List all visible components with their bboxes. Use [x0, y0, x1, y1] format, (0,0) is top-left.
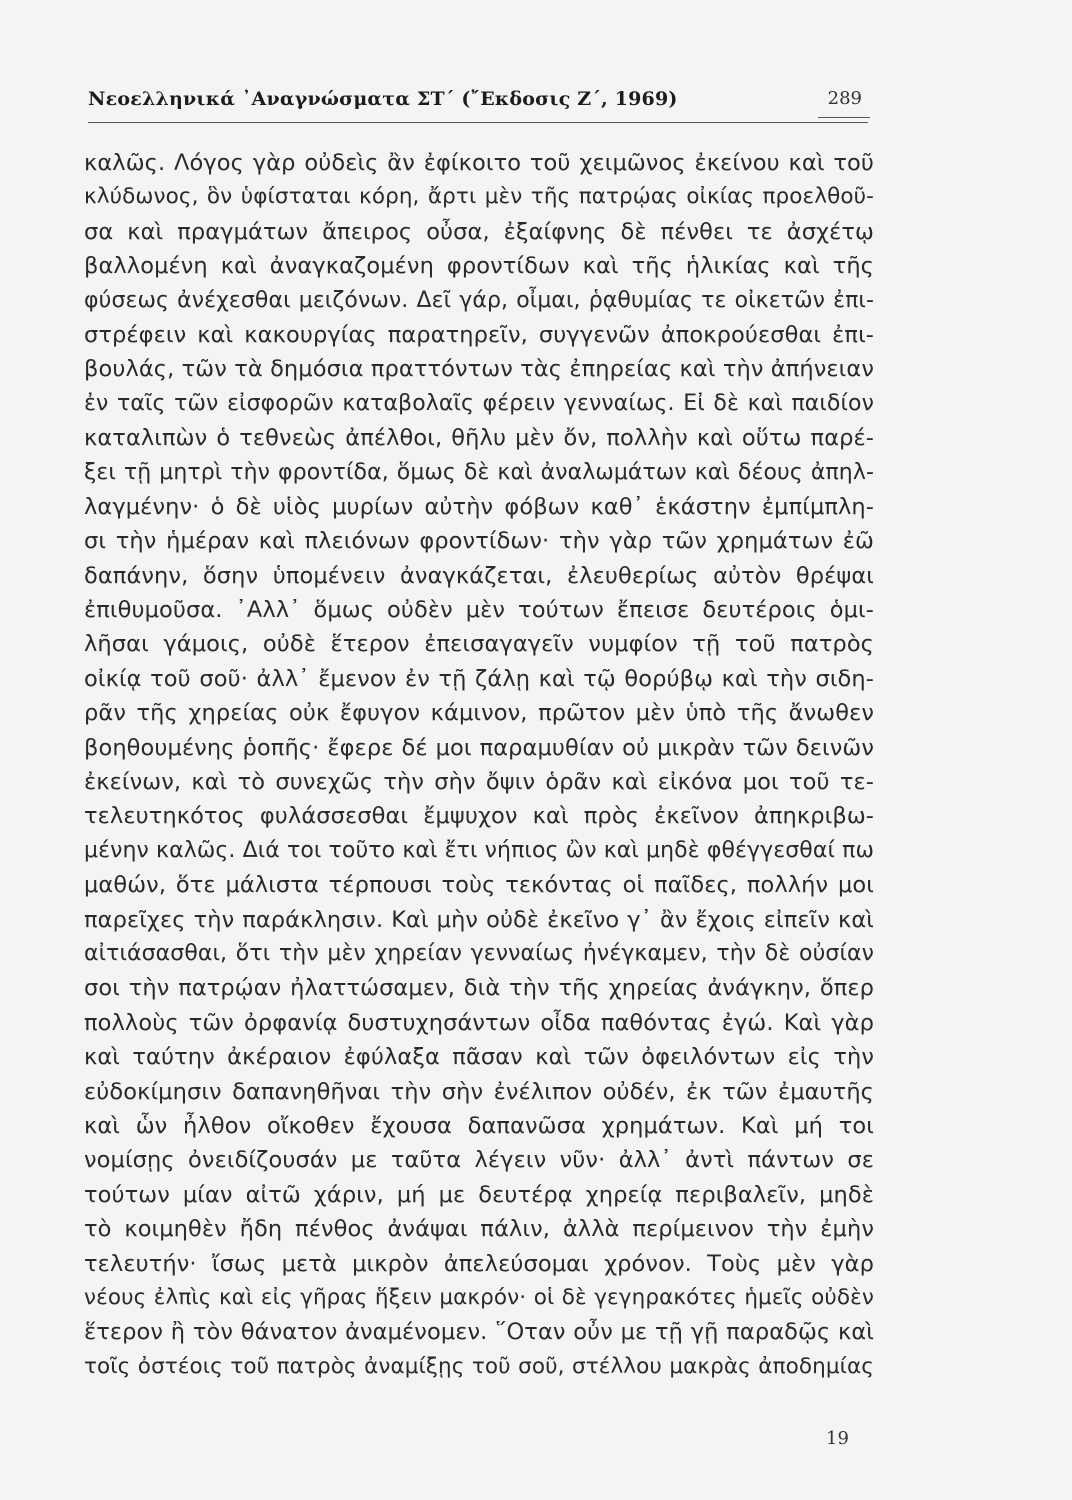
text-line: πολλοὺς τῶν ὀρφανίᾳ δυστυχησάντων οἶδα παθόντας ἐγώ. Καὶ γὰρ	[84, 1009, 874, 1036]
text-line: εὐδοκίμησιν δαπανηθῆναι τὴν σὴν ἐνέλιπον οὐδέν, ἐκ τῶν ἐμαυτῆς	[84, 1078, 874, 1105]
text-line: ἐν ταῖς τῶν εἰσφορῶν καταβολαῖς φέρειν γενναίως. Εἰ δὲ καὶ παιδίον	[84, 390, 874, 416]
text-line: βουλάς, τῶν τὰ δημόσια πραττόντων τὰς ἐπηρείας καὶ τὴν ἀπήνειαν	[84, 356, 874, 383]
text-line: σοι τὴν πατρῴαν ἠλαττώσαμεν, διὰ τὴν τῆς χηρείας ἀνάγκην, ὅπερ	[84, 975, 874, 1002]
body-text	[84, 146, 874, 1384]
text-line: τὸ κοιμηθὲν ἤδη πένθος ἀνάψαι πάλιν, ἀλλὰ περίμεινον τὴν ἐμὴν	[84, 1216, 874, 1243]
page-number-underline	[818, 117, 870, 118]
page-number: 289	[827, 88, 862, 109]
header-rule	[88, 122, 868, 123]
text-line: αἰτιάσασθαι, ὅτι τὴν μὲν χηρείαν γενναίως ἠνέγκαμεν, τὴν δὲ οὐσίαν	[84, 940, 874, 966]
text-line: βοηθουμένης ῥοπῆς· ἔφερε δέ μοι παραμυθίαν οὐ μικρὰν τῶν δεινῶν	[84, 734, 874, 761]
text-line: καὶ ταύτην ἀκέραιον ἐφύλαξα πᾶσαν καὶ τῶν ὀφειλόντων εἰς τὴν	[84, 1044, 874, 1071]
text-line: νομίσῃς ὀνειδίζουσάν με ταῦτα λέγειν νῦν· ἀλλ᾿ ἀντὶ πάντων σε	[84, 1147, 874, 1174]
signature-mark: 19	[826, 1428, 849, 1449]
text-line: καλῶς. Λόγος γὰρ οὐδεὶς ἂν ἐφίκοιτο τοῦ χειμῶνος ἐκείνου καὶ τοῦ	[84, 150, 874, 176]
text-line: λαγμένην· ὁ δὲ υἱὸς μυρίων αὐτὴν φόβων καθ᾿ ἑκάστην ἐμπίμπλη-	[84, 493, 874, 520]
text-line: μένην καλῶς. Διά τοι τοῦτο καὶ ἔτι νήπιος ὢν καὶ μηδὲ φθέγγεσθαί πω	[84, 837, 874, 863]
text-line: ἐκείνων, καὶ τὸ συνεχῶς τὴν σὴν ὄψιν ὁρᾶν καὶ εἰκόνα μοι τοῦ τε-	[84, 769, 874, 796]
text-line: σι τὴν ἡμέραν καὶ πλειόνων φροντίδων· τὴν γὰρ τῶν χρημάτων ἐῶ	[84, 528, 874, 555]
text-line: βαλλομένη καὶ ἀναγκαζομένη φροντίδων καὶ τῆς ἡλικίας καὶ τῆς	[84, 253, 874, 280]
text-line: ρᾶν τῆς χηρείας οὐκ ἔφυγον κάμινον, πρῶτον μὲν ὑπὸ τῆς ἄνωθεν	[84, 700, 874, 727]
text-line: τελευτηκότος φυλάσσεσθαι ἔμψυχον καὶ πρὸς ἐκεῖνον ἀπηκριβω-	[84, 803, 874, 830]
text-line: τοῖς ὀστέοις τοῦ πατρὸς ἀναμίξῃς τοῦ σοῦ, στέλλου μακρὰς ἀποδημίας	[84, 1353, 874, 1379]
text-line: οἰκίᾳ τοῦ σοῦ· ἀλλ᾿ ἔμενον ἐν τῇ ζάλῃ καὶ τῷ θορύβῳ καὶ τὴν σιδη-	[84, 665, 874, 692]
text-line: δαπάνην, ὅσην ὑπομένειν ἀναγκάζεται, ἐλευθερίως αὐτὸν θρέψαι	[84, 562, 874, 589]
text-line: τούτων μίαν αἰτῶ χάριν, μή με δευτέρᾳ χηρείᾳ περιβαλεῖν, μηδὲ	[84, 1181, 874, 1208]
text-line: ξει τῇ μητρὶ τὴν φροντίδα, ὅμως δὲ καὶ ἀναλωμάτων καὶ δέους ἀπηλ-	[84, 459, 874, 485]
text-line: παρεῖχες τὴν παράκλησιν. Καὶ μὴν οὐδὲ ἐκεῖνο γ᾿ ἂν ἔχοις εἰπεῖν καὶ	[84, 906, 874, 933]
text-line: καὶ ὧν ἦλθον οἴκοθεν ἔχουσα δαπανῶσα χρημάτων. Καὶ μή τοι	[84, 1112, 874, 1139]
header-title: Νεοελληνικά ᾿Αναγνώσματα ΣΤ΄ (῎Εκδοσις Ζ΄, 1969)	[88, 88, 678, 110]
text-line: στρέφειν καὶ κακουργίας παρατηρεῖν, συγγενῶν ἀποκρούεσθαι ἐπι-	[84, 321, 874, 348]
running-header	[88, 88, 870, 124]
text-line: ἐπιθυμοῦσα. ᾿Αλλ᾿ ὅμως οὐδὲν μὲν τούτων ἔπεισε δευτέροις ὁμι-	[84, 597, 874, 624]
text-line: ἕτερον ἢ τὸν θάνατον ἀναμένομεν. ῞Οταν οὖν με τῇ γῇ παραδῷς καὶ	[84, 1319, 874, 1346]
text-line: τελευτήν· ἴσως μετὰ μικρὸν ἀπελεύσομαι χρόνον. Τοὺς μὲν γὰρ	[84, 1250, 874, 1277]
text-line: κλύδωνος, ὃν ὑφίσταται κόρη, ἄρτι μὲν τῆς πατρῴας οἰκίας προελθοῦ-	[84, 184, 874, 210]
text-line: νέους ἐλπὶς καὶ εἰς γῆρας ἥξειν μακρόν· οἱ δὲ γεγηρακότες ἡμεῖς οὐδὲν	[84, 1284, 874, 1310]
text-line: μαθών, ὅτε μάλιστα τέρπουσι τοὺς τεκόντας οἱ παῖδες, πολλήν μοι	[84, 872, 874, 899]
text-line: καταλιπὼν ὁ τεθνεὼς ἀπέλθοι, θῆλυ μὲν ὄν, πολλὴν καὶ οὕτω παρέ-	[84, 425, 874, 452]
text-line: λῆσαι γάμοις, οὐδὲ ἕτερον ἐπεισαγαγεῖν νυμφίον τῇ τοῦ πατρὸς	[84, 631, 874, 658]
text-line: φύσεως ἀνέχεσθαι μειζόνων. Δεῖ γάρ, οἶμαι, ῥᾳθυμίας τε οἰκετῶν ἐπι-	[84, 287, 874, 313]
text-line: σα καὶ πραγμάτων ἄπειρος οὖσα, ἐξαίφνης δὲ πένθει τε ἀσχέτῳ	[84, 218, 874, 245]
